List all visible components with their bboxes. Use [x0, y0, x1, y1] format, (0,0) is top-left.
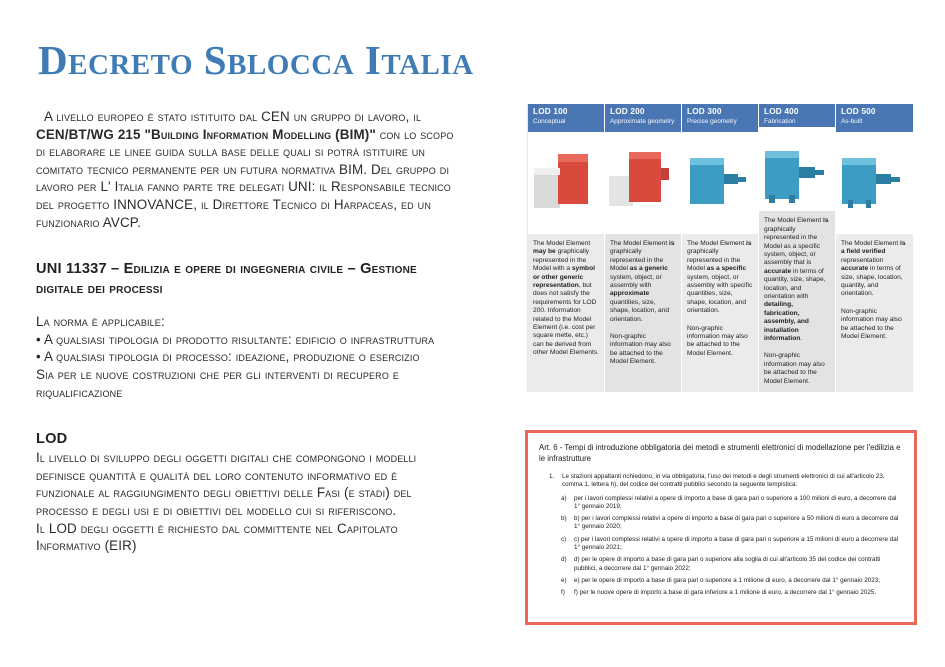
lod-description-500	[836, 234, 913, 392]
lod-illustration-100	[528, 134, 604, 234]
lod-column-400	[759, 104, 836, 392]
list-item-marker: a)	[561, 494, 567, 502]
list-item-marker: b)	[561, 515, 567, 523]
list-item-text: f) per le nuove opere di importo a base di gara inferiore a 1 milione di euro, a decorrere dal 1° gennaio 2025.	[574, 589, 877, 597]
list-item-text: c) per i lavori complessi relativi a opere di importo a base di gara pari o superiore a 15 milioni di euro a decorrere dal 1° gennaio 2021;	[574, 535, 899, 552]
article-6-intro-number: 1.	[549, 473, 555, 480]
lod-nongraphic-note: Non-graphic information may also be attached to the Model Element.	[841, 307, 902, 341]
list-item-marker: d)	[561, 556, 567, 564]
lod-column-header	[836, 104, 913, 134]
lod-description-300	[682, 234, 758, 392]
lod-sublabel: Precise geometry	[687, 118, 737, 125]
lod-column-header	[682, 104, 758, 134]
lod-label: LOD 300	[687, 107, 722, 116]
lod-column-header	[605, 104, 681, 134]
article-6-intro	[539, 473, 903, 490]
lod-desc-text: The Model Element is graphically represented in the Model as a specific system, object, or assembly that is accurate in terms of quantity, size, shape, location, and orientation with detailing, fabrication, assembly, and installation information.	[764, 217, 829, 342]
lod-column-300	[682, 104, 759, 392]
lod-description-400	[759, 211, 835, 392]
lod-illustration-200	[605, 134, 681, 234]
list-item-marker: e)	[561, 576, 567, 584]
norma-intro: La norma è applicabile:	[36, 314, 165, 330]
list-item-text: e) per le opere di importo a base di gara pari o superiore a 1 milione di euro, a decorrere dal 1° gennaio 2023;	[574, 576, 881, 584]
lod-column-100	[528, 104, 605, 392]
lod-column-200	[605, 104, 682, 392]
lod-description-100	[528, 234, 604, 392]
lod-label: LOD 500	[841, 107, 876, 116]
lod-label: LOD 100	[533, 107, 568, 116]
list-item	[561, 556, 903, 573]
lod-desc-text: The Model Element is graphically represented in the Model as a specific system, object, or assembly with specific quantities, size, shape, location, and orientation.	[687, 240, 753, 315]
lod-label: LOD 400	[764, 107, 799, 116]
lod-nongraphic-note: Non-graphic information may also be attached to the Model Element.	[610, 333, 671, 366]
lod-column-header	[528, 104, 604, 134]
lod-illustration-300	[682, 134, 758, 234]
lod-nongraphic-note: Non-graphic information may also be attached to the Model Element.	[687, 324, 748, 357]
left-text-column	[36, 108, 456, 555]
list-item-text: d) per le opere di importo a base di gara pari o superiore alla soglia di cui all'articolo 35 del codice dei contratti pubblici, a decorrere dal 1° gennaio 2022;	[574, 556, 881, 572]
lod-sublabel: Fabrication	[764, 118, 796, 125]
lod-illustration-500	[836, 134, 913, 234]
norma-bullet-1: • A qualsiasi tipologia di prodotto risultante: edificio o infrastruttura	[36, 331, 435, 347]
list-item-marker: c)	[561, 535, 567, 543]
heading-lod: LOD	[36, 431, 68, 448]
norma-bullet-2: • A qualsiasi tipologia di processo: ideazione, produzione o esercizio	[36, 349, 420, 365]
lod-paragraph-1: Il livello di sviluppo degli oggetti digitali che compongono i modelli definisce quantità e qualità del loro contenuto informativo ed è funzionale al raggiungimento degli obiettivi delle Fasi (e stadi) del processo e degli usi e di obiettivi del modello cui si riferiscono.	[36, 450, 417, 518]
lod-comparison-table	[527, 104, 913, 392]
list-item-text: b) per i lavori complessi relativi a opere di importo a base di gara pari o superiore a 50 milioni di euro a decorrere dal 1° gennaio 2020;	[574, 515, 899, 531]
lod-desc-text: The Model Element may be graphically represented in the Model with a symbol or other generic representation, but does not satisfy the requirements for LOD 200. Information related to the Model Element (i.e. cost per square mette, etc.) can be derived from other Model Elements.	[533, 240, 599, 357]
lod-description-200	[605, 234, 681, 392]
norma-close: Sia per le nuove costruzioni che per gli interventi di recupero e riqualificazione	[36, 366, 399, 400]
article-6-list	[539, 495, 903, 598]
list-item	[561, 495, 903, 512]
list-item	[561, 536, 903, 553]
list-item	[561, 577, 903, 585]
lod-sublabel: As-built	[841, 118, 863, 125]
lod-desc-text: The Model Element is graphically represented in the Model as a generic system, object, or assembly with approximate quantities, size, shape, location, and orientation.	[610, 240, 675, 323]
lod-illustration-400	[759, 129, 835, 211]
list-item-marker: f)	[561, 589, 565, 597]
lod-desc-text: The Model Element is a field verified representation accurate in terms of size, shape, location, quantity, and orientation.	[841, 240, 906, 298]
lod-column-500	[836, 104, 913, 392]
list-item	[561, 589, 903, 597]
article-6-title: Art. 6 - Tempi di introduzione obbligatoria dei metodi e strumenti elettronici di modellazione per l'edilizia e le infrastrutture	[539, 443, 901, 463]
lod-sublabel: Conceptual	[533, 118, 566, 125]
article-6-intro-text: Le stazioni appaltanti richiedono, in via obbligatoria, l'uso dei metodi e degli strumenti elettronici di cui all'articolo 23, comma 1, lettera h), del codice dei contratti pubblici secondo la seguente tempistica:	[562, 473, 885, 489]
lod-paragraph-2: Il LOD degli oggetti è richiesto dal committente nel Capitolato Informativo (EIR)	[36, 520, 398, 554]
article-6-box	[525, 430, 917, 625]
heading-uni-11337: UNI 11337 – Edilizia e opere di ingegneria civile – Gestione digitale dei processi	[36, 261, 417, 298]
list-item-text: per i lavori complessi relativi a opere di importo a base di gara pari o superiore a 100 milioni di euro, a decorrere dal 1° gennaio 2019;	[574, 494, 897, 510]
lod-label: LOD 200	[610, 107, 645, 116]
intro-paragraph: A livello europeo è stato istituito dal CEN un gruppo di lavoro, il CEN/BT/WG 215 "Building Information Modelling (BIM)" con lo scopo di elaborare le linee guida sulla base delle quali si potrà istituire un comitato tecnico permanente per un futura normativa BIM. Del gruppo di lavoro per L' Italia fanno parte tre delegati UNI: il Responsabile tecnico del progetto INNOVANCE, il Direttore Tecnico di Harpaceas, ed un funzionario AVCP.	[36, 109, 454, 230]
lod-column-header	[759, 104, 835, 129]
lod-sublabel: Approximate geometry	[610, 118, 675, 125]
lod-nongraphic-note: Non-graphic information may also be attached to the Model Element.	[764, 352, 825, 385]
page-title: Decreto Sblocca Italia	[38, 37, 474, 83]
list-item	[561, 515, 903, 532]
